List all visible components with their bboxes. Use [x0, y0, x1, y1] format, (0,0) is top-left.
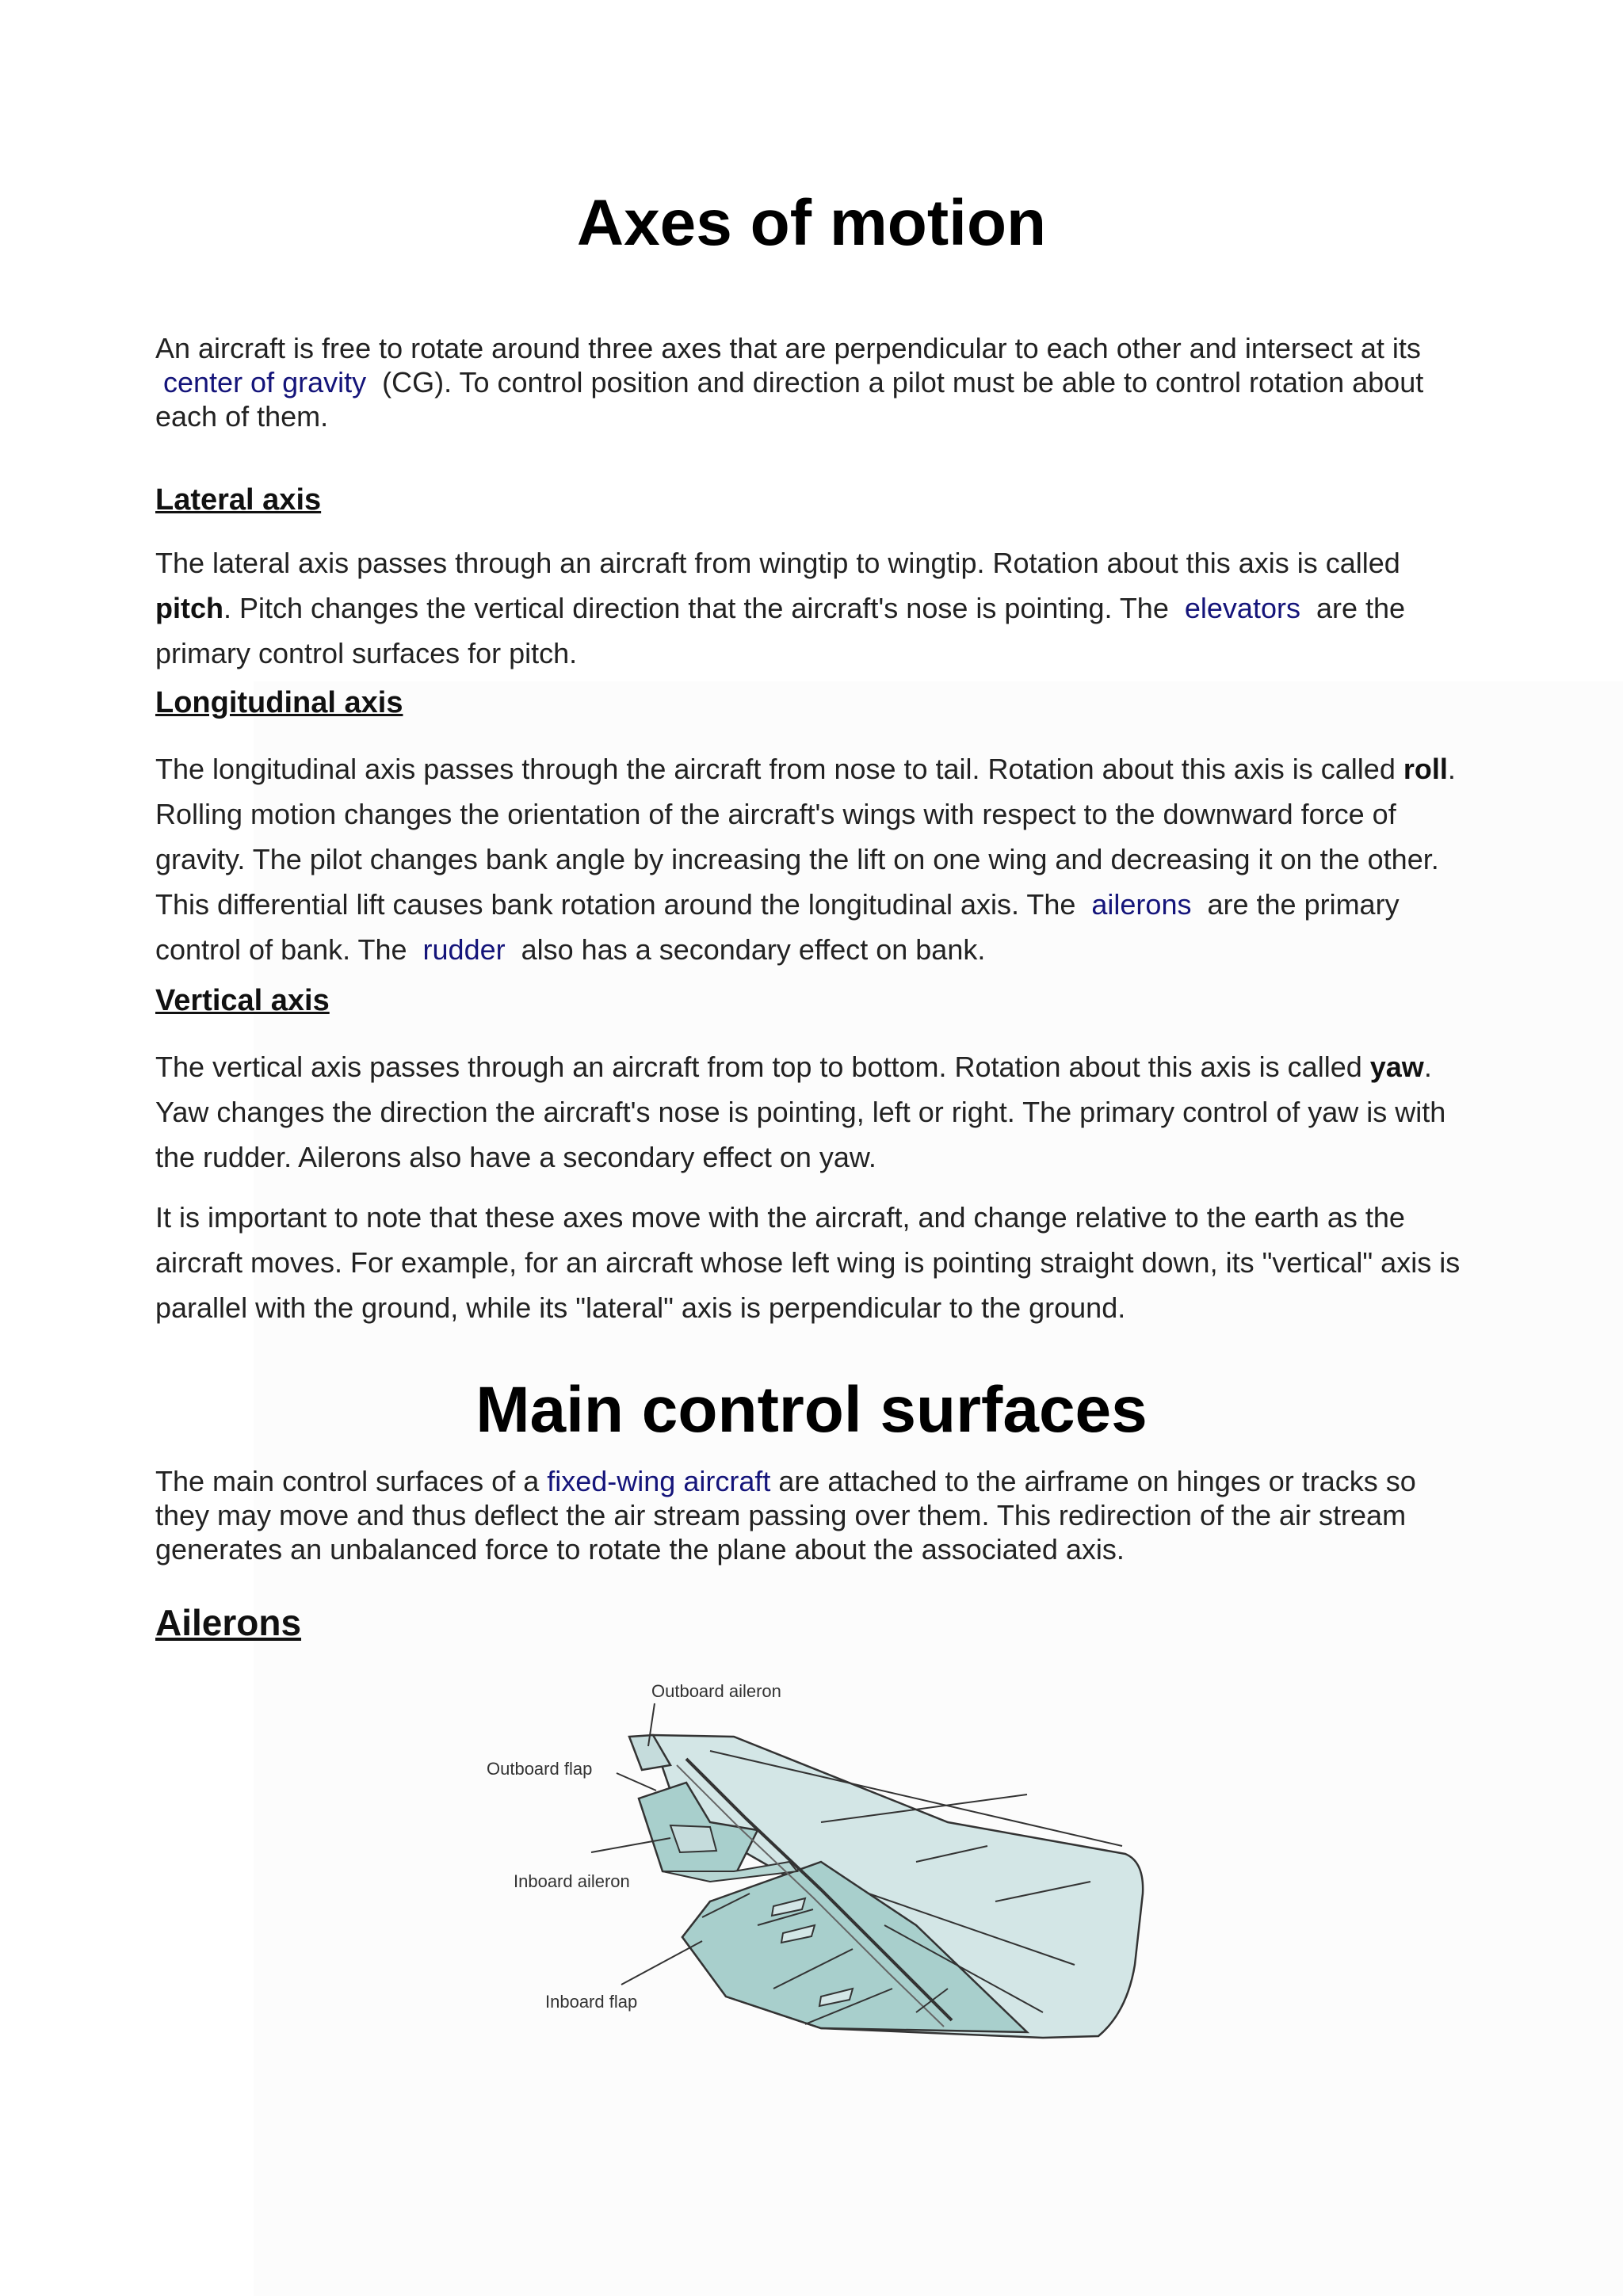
heading-lateral-axis: Lateral axis — [155, 483, 322, 517]
lateral-text-1: The lateral axis passes through an aircraft from wingtip to wingtip. Rotation about this axis is called — [155, 547, 1400, 579]
longitudinal-text-1: The longitudinal axis passes through the aircraft from nose to tail. Rotation about this axis is called — [155, 753, 1396, 785]
roll-term: roll — [1403, 753, 1448, 785]
wing-diagram — [472, 1664, 1170, 2060]
longitudinal-text-2: . Rolling motion changes the orientation of the aircraft's wings with respect to the downward force of gravity. The pilot changes bank angle by increasing the lift on one wing and decreasing it on the other. This differential lift causes bank rotation around the longitudinal axis. The — [155, 753, 1456, 921]
yaw-term: yaw — [1369, 1051, 1424, 1083]
pitch-term: pitch — [155, 592, 223, 624]
ailerons-link[interactable]: ailerons — [1091, 888, 1192, 921]
heading-axes-of-motion: Axes of motion — [576, 187, 1047, 259]
main-intro-paragraph — [155, 1464, 1468, 1566]
longitudinal-text-3: are the primary control of bank. The — [155, 888, 1400, 966]
vertical-text-2: . Yaw changes the direction the aircraft's nose is pointing, left or right. The primary control of yaw is with the rudder. Ailerons also have a secondary effect on yaw. — [155, 1051, 1446, 1173]
fixed-wing-aircraft-link[interactable]: fixed-wing aircraft — [547, 1465, 771, 1497]
vertical-text-1: The vertical axis passes through an aircraft from top to bottom. Rotation about this axis is called — [155, 1051, 1362, 1083]
label-outboard-aileron: Outboard aileron — [651, 1681, 781, 1701]
lateral-text-3: are the primary control surfaces for pitch. — [155, 592, 1406, 669]
longitudinal-axis-paragraph — [155, 746, 1468, 972]
wing-control-surfaces-figure — [472, 1664, 1170, 2060]
label-inboard-flap: Inboard flap — [545, 1992, 638, 2012]
axes-intro-text-2: (CG). To control position and direction a pilot must be able to control rotation about each of them. — [155, 366, 1424, 433]
heading-ailerons: Ailerons — [155, 1602, 302, 1643]
axes-note-paragraph: It is important to note that these axes move with the aircraft, and change relative to the earth as the aircraft moves. For example, for an aircraft whose left wing is pointing straight down, its "vertical" axis is parallel with the ground, while its "lateral" axis is perpendicular to the ground. — [155, 1201, 1461, 1324]
label-inboard-aileron: Inboard aileron — [514, 1871, 630, 1891]
axes-intro-paragraph — [155, 331, 1468, 433]
rudder-link[interactable]: rudder — [422, 933, 506, 966]
label-outboard-flap: Outboard flap — [487, 1759, 593, 1779]
center-of-gravity-link[interactable]: center of gravity — [163, 366, 367, 399]
longitudinal-text-4: also has a secondary effect on bank. — [521, 933, 986, 966]
elevators-link[interactable]: elevators — [1184, 592, 1300, 624]
vertical-axis-paragraph — [155, 1044, 1468, 1180]
heading-main-control-surfaces: Main control surfaces — [475, 1374, 1148, 1446]
lateral-axis-paragraph — [155, 540, 1468, 676]
heading-longitudinal-axis: Longitudinal axis — [155, 686, 403, 719]
heading-vertical-axis: Vertical axis — [155, 984, 330, 1017]
main-intro-text-1: The main control surfaces of a — [155, 1465, 540, 1497]
lateral-text-2: . Pitch changes the vertical direction that the aircraft's nose is pointing. The — [223, 592, 1169, 624]
main-intro-text-2: are attached to the airframe on hinges or tracks so they may move and thus deflect the air stream passing over them. This redirection of the air stream generates an unbalanced force to rotate the plane about the associated axis. — [155, 1465, 1416, 1566]
axes-intro-text-1: An aircraft is free to rotate around three axes that are perpendicular to each other and intersect at its — [155, 332, 1421, 364]
